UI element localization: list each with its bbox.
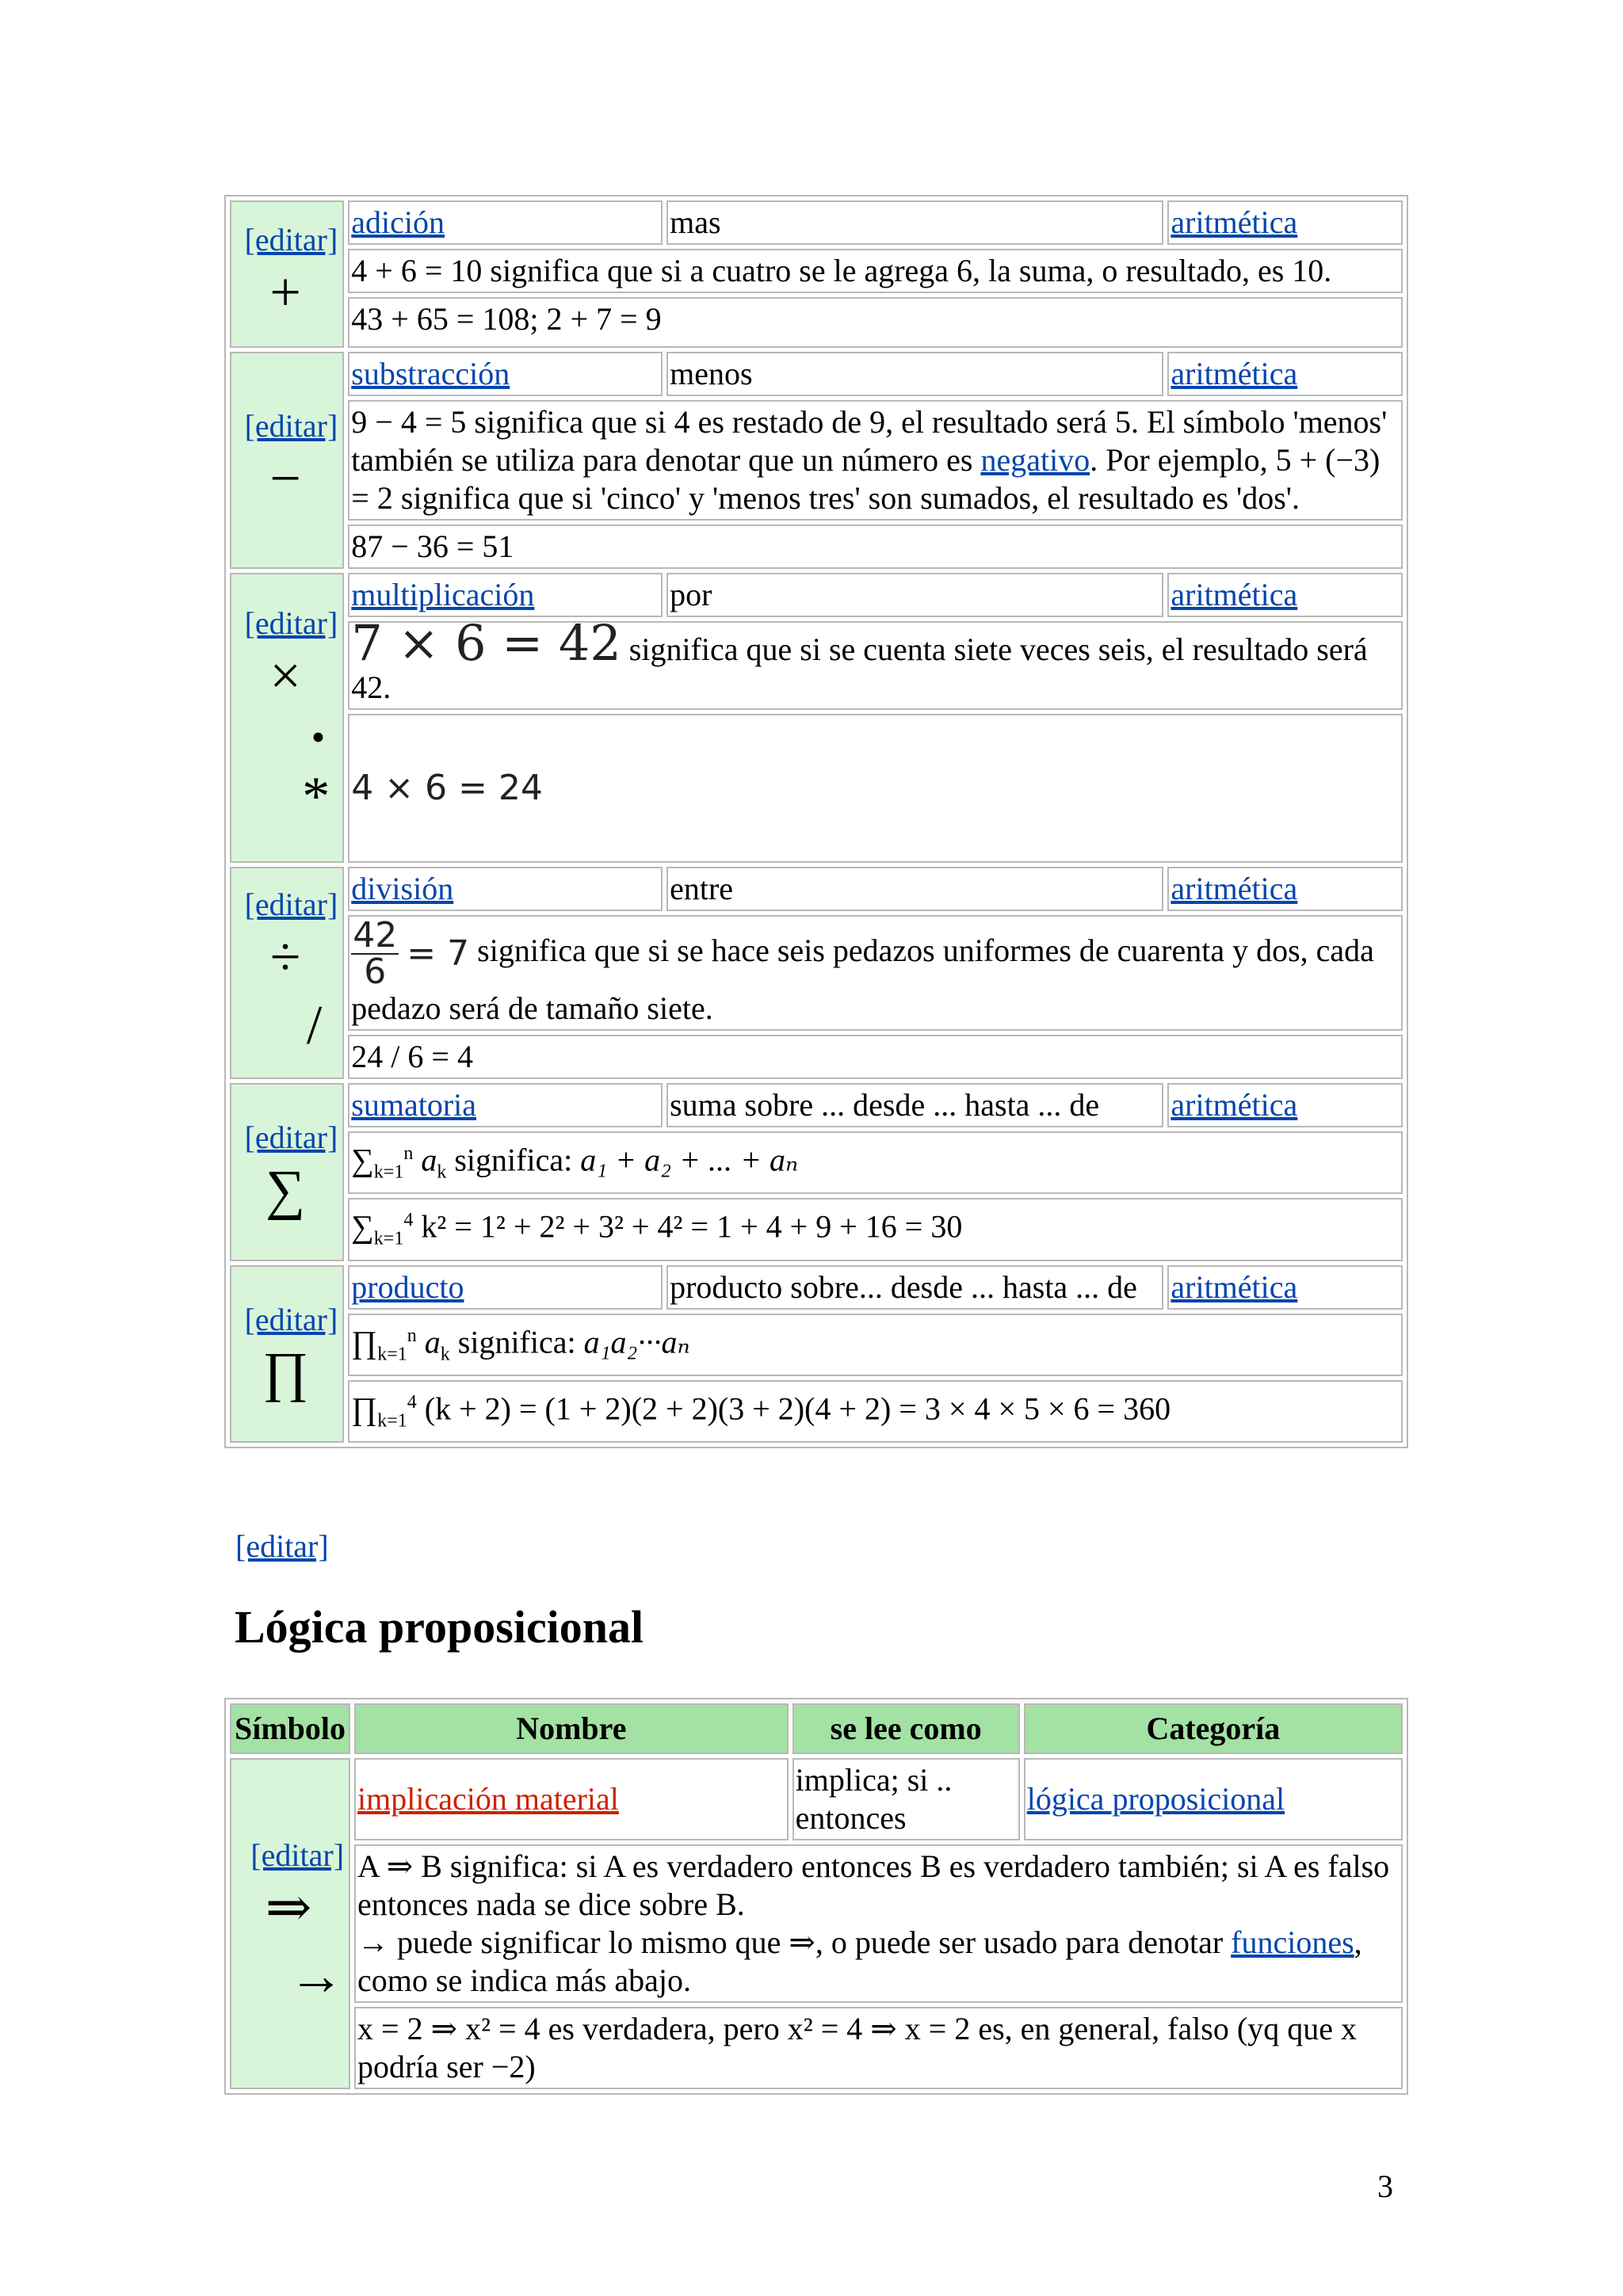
name-link[interactable]: substracción — [351, 356, 510, 391]
arithmetic-symbols-table — [224, 195, 1408, 1448]
name-link[interactable]: división — [351, 871, 454, 906]
name-link[interactable]: multiplicación — [351, 577, 535, 612]
plus-symbol: + — [269, 262, 301, 323]
explanation-text: significa que si se hace seis pedazos uniformes de cuarenta y dos, cada pedazo será de tamaño siete. — [351, 933, 1374, 1026]
category-link[interactable]: aritmética — [1170, 577, 1298, 612]
implies-symbol: ⇒ — [265, 1878, 312, 1939]
subscript: k=1 — [373, 1161, 404, 1183]
explanation-cell — [348, 915, 1403, 1031]
explanation-text: → puede significar lo mismo que ⇒, o puede ser usado para denotar — [357, 1924, 1232, 1960]
explanation-cell — [348, 1314, 1403, 1376]
symbol-cell — [230, 867, 344, 1079]
header-category: Categoría — [1024, 1703, 1403, 1754]
table-row — [230, 200, 1403, 245]
example-text: k² = 1² + 2² + 3² + 4² = 1 + 4 + 9 + 16 = 30 — [421, 1208, 963, 1245]
formula-image: 7 × 6 = 42 — [351, 614, 621, 672]
minus-symbol: − — [269, 448, 301, 509]
category-link[interactable]: aritmética — [1170, 1268, 1298, 1305]
sum-symbol: ∑ — [265, 1160, 306, 1222]
page-number: 3 — [1377, 2168, 1393, 2204]
example-text: (k + 2) = (1 + 2)(2 + 2)(3 + 2)(4 + 2) = 3 × 4 × 5 × 6 = 360 — [424, 1390, 1171, 1427]
explanation-text: significa: — [449, 1323, 584, 1360]
superscript: 4 — [403, 1210, 414, 1231]
header-name: Nombre — [354, 1703, 789, 1754]
edit-link[interactable]: [editar] — [244, 222, 338, 257]
name-link[interactable]: implicación material — [357, 1781, 619, 1817]
superscript: 4 — [407, 1391, 417, 1413]
term: a — [424, 1323, 441, 1360]
name-link[interactable]: producto — [351, 1268, 464, 1305]
subscript: k — [437, 1161, 447, 1183]
product-sign: ∏ — [351, 1390, 378, 1427]
edit-link[interactable]: [editar] — [244, 1301, 338, 1337]
reads-as: menos — [670, 356, 753, 391]
example-cell: 24 / 6 = 4 — [348, 1035, 1403, 1079]
fraction-image: $\frac{42}{6}$ — [353, 915, 398, 992]
example-cell: 87 − 36 = 51 — [348, 524, 1403, 569]
category-link[interactable]: aritmética — [1170, 871, 1298, 906]
category-link[interactable]: lógica proposicional — [1026, 1781, 1285, 1817]
example-cell — [348, 1380, 1403, 1443]
header-row — [230, 1703, 1403, 1754]
explanation-text: 9 − 4 = 5 significa que si 4 es restado de 9, el resultado será 5. El símbolo 'menos' también se utiliza para denotar que un número es — [351, 404, 1388, 478]
edit-link[interactable]: [editar] — [250, 1837, 345, 1873]
sum-sign: ∑ — [351, 1142, 374, 1178]
product-symbol: ∏ — [262, 1341, 308, 1403]
header-symbol: Símbolo — [230, 1703, 350, 1754]
category-link[interactable]: aritmética — [1170, 1087, 1298, 1123]
example-cell — [348, 714, 1403, 863]
example-cell — [348, 1198, 1403, 1261]
subscript: k=1 — [377, 1410, 407, 1432]
subscript: k=1 — [373, 1228, 404, 1249]
example-cell: 43 + 65 = 108; 2 + 7 = 9 — [348, 297, 1403, 348]
section-title: Lógica proposicional — [235, 1601, 644, 1653]
table-row — [230, 1265, 1403, 1310]
name-link[interactable]: sumatoria — [351, 1087, 477, 1123]
category-link[interactable]: aritmética — [1170, 204, 1298, 240]
dot-symbol: • — [311, 715, 326, 759]
symbol-cell — [230, 1083, 344, 1261]
edit-link[interactable]: [editar] — [244, 605, 338, 641]
terms: a₁a₂···aₙ — [583, 1323, 690, 1360]
example-cell: x = 2 ⇒ x² = 4 es verdadera, pero x² = 4 ⇒ x = 2 es, en general, falso (yq que x podría ser −2) — [354, 2007, 1403, 2089]
example-formula-image: 4 × 6 = 24 — [351, 767, 543, 808]
symbol-cell — [230, 573, 344, 863]
subscript: k — [440, 1343, 450, 1364]
explanation-cell — [348, 614, 1403, 710]
division-symbol: ÷ — [269, 927, 301, 988]
symbol-cell — [230, 352, 344, 569]
explanation-text: A ⇒ B significa: si A es verdadero entonces B es verdadero también; si A es falso entonces nada se dice sobre B. — [357, 1848, 1390, 1922]
edit-link[interactable]: [editar] — [244, 408, 338, 444]
table-row — [230, 352, 1403, 396]
arrow-symbol: → — [288, 1946, 345, 2007]
fraction-result: = 7 — [407, 933, 470, 974]
term: a — [421, 1142, 437, 1178]
table-row — [230, 573, 1403, 617]
symbol-cell — [230, 1758, 350, 2089]
table-row — [230, 1083, 1403, 1127]
header-reads: se lee como — [792, 1703, 1020, 1754]
explanation-cell — [354, 1844, 1403, 2003]
asterisk-symbol: * — [302, 766, 330, 827]
reads-as: entre — [670, 871, 734, 906]
table-row — [230, 867, 1403, 911]
funciones-link[interactable]: funciones — [1231, 1924, 1354, 1960]
logic-symbols-table — [224, 1698, 1408, 2095]
reads-as: implica; si .. entonces — [795, 1762, 953, 1836]
edit-link[interactable]: [editar] — [235, 1528, 329, 1564]
explanation-cell: 4 + 6 = 10 significa que si a cuatro se le agrega 6, la suma, o resultado, es 10. — [348, 249, 1403, 293]
product-sign: ∏ — [351, 1323, 378, 1360]
table-row — [230, 1758, 1403, 1840]
explanation-cell — [348, 400, 1403, 521]
slash-symbol: / — [306, 995, 323, 1056]
symbol-cell — [230, 1265, 344, 1444]
negativo-link[interactable]: negativo — [980, 442, 1090, 478]
symbol-cell — [230, 200, 344, 348]
times-symbol: × — [269, 646, 301, 707]
reads-as: por — [670, 577, 712, 612]
superscript: n — [407, 1325, 417, 1346]
name-link[interactable]: adición — [351, 204, 445, 240]
explanation-text: significa que si se cuenta siete veces seis, el resultado será 42. — [351, 631, 1368, 705]
terms: a₁ + a₂ + ... + aₙ — [580, 1142, 799, 1178]
edit-link[interactable]: [editar] — [244, 1119, 338, 1156]
explanation-text: significa: — [446, 1142, 581, 1178]
explanation-text: , como se indica más abajo. — [357, 1924, 1362, 1998]
sum-sign: ∑ — [351, 1208, 374, 1245]
reads-as: producto sobre... desde ... hasta ... de — [670, 1268, 1137, 1305]
reads-as: mas — [670, 204, 721, 240]
category-link[interactable]: aritmética — [1170, 356, 1298, 391]
explanation-text: . Por ejemplo, 5 + (−3) = 2 significa que si 'cinco' y 'menos tres' son sumados, el resultado es 'dos'. — [351, 442, 1381, 516]
reads-as: suma sobre ... desde ... hasta ... de — [670, 1087, 1100, 1123]
subscript: k=1 — [377, 1343, 407, 1364]
superscript: n — [403, 1143, 414, 1164]
edit-link[interactable]: [editar] — [244, 887, 338, 922]
explanation-cell — [348, 1131, 1403, 1194]
